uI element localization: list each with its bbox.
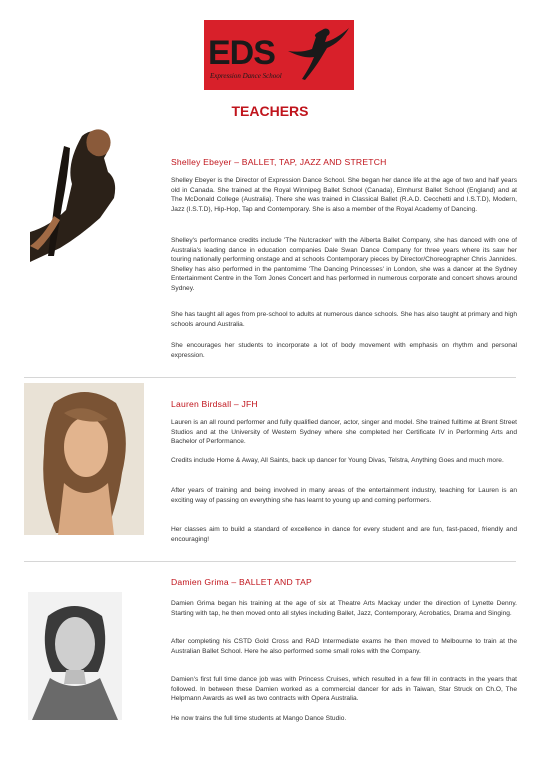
logo-letters: EDS: [208, 34, 275, 72]
teacher-bio-paragraph: He now trains the full time students at Mango Dance Studio.: [171, 715, 347, 722]
teacher-bio-paragraph: Lauren is an all round performer and fully qualified dancer, actor, singer and model. She trained fulltime at Brent Street Studios and at the University of Western Sydney where she completed her Certificate IV in Performing Arts and Bachelor of Performance.: [171, 419, 517, 446]
teacher-bio-paragraph: Credits include Home & Away, All Saints, back up dancer for Young Divas, Telstra, Anything Goes and much more.: [171, 457, 504, 464]
teacher-bio-paragraph: She has taught all ages from pre-school to adults at numerous dance schools. She has also taught at primary and high schools around Australia.: [171, 311, 518, 328]
dancer-silhouette-icon: [282, 24, 352, 86]
teacher-photo-shelley: [24, 126, 160, 276]
teacher-bio-paragraph: Shelley Ebeyer is the Director of Expression Dance School. She began her dance life at the age of two and half years old in Canada. She trained at the Royal Winnipeg Ballet School (Canada), Elmhurst Ballet School (England) and at The McDonald College (Australia). There she was trained in Classical Ballet (R.A.D. Cecchetti and I.S.T.D), Modern, Jazz (I.S.T.D), Hip-Hop, Tap and Contemporary. She is also a member of the Royal Academy of Dancing.: [171, 177, 517, 213]
teacher-bio-paragraph: After completing his CSTD Gold Cross and RAD Intermediate exams he then moved to Melbourne to train at the Australian Ballet School. Here he also performed some small roles with the Company.: [171, 638, 517, 655]
teacher-bio-paragraph: Damien Grima began his training at the age of six at Theatre Arts Mackay under the direction of Lynette Denny. Starting with tap, he then moved onto all styles including Ballet, Jazz, Contemporary, Acrobatics, Drama and Singing.: [171, 600, 517, 617]
eds-logo: [204, 20, 354, 90]
teacher-photo-lauren: [24, 383, 144, 535]
teacher-heading: Lauren Birdsall – JFH: [171, 399, 258, 409]
logo-tagline: Expression Dance School: [210, 72, 282, 80]
section-divider: [24, 377, 516, 378]
teacher-bio-paragraph: Damien's first full time dance job was with Princess Cruises, which resulted in a few fill in contracts in the years that followed. In between these Damien worked as a commercial dancer for ads in Taiwan, Star Struck on Ch.O, The Helpmann Awards as well as two contracts with Opera Australia.: [171, 676, 517, 703]
teacher-bio-paragraph: She encourages her students to incorporate a lot of body movement with emphasis on rhythm and personal expression.: [171, 342, 517, 359]
section-divider: [24, 561, 516, 562]
teacher-bio-paragraph: After years of training and being involved in many areas of the entertainment industry, teaching for Lauren is an exciting way of passing on everything she has learnt to young up and coming performers.: [171, 487, 517, 504]
teacher-heading: Shelley Ebeyer – BALLET, TAP, JAZZ AND STRETCH: [171, 157, 387, 167]
teacher-photo-damien: [28, 592, 122, 720]
teacher-bio-paragraph: Her classes aim to build a standard of excellence in dance for every student and are fun, fast-paced, friendly and encouraging!: [171, 526, 517, 543]
teacher-heading: Damien Grima – BALLET AND TAP: [171, 577, 312, 587]
teacher-bio-paragraph: Shelley's performance credits include 'The Nutcracker' with the Alberta Ballet Company, she has danced with one of Australia's leading dance in education companies Dale Swan Dance Company for three years where its saw her touring nationally performing onstage and at schools Contemporary pieces by Director/Choreographer Chris Jannides. Shelley has also performed in the pantomime 'The Dancing Princesses' in London, she was a dancer at the Sydney Entertainment Centre in the Tom Jones Concert and has performed in numerous corporate and concert shows around Sydney.: [171, 237, 517, 292]
page-title: TEACHERS: [231, 103, 309, 119]
